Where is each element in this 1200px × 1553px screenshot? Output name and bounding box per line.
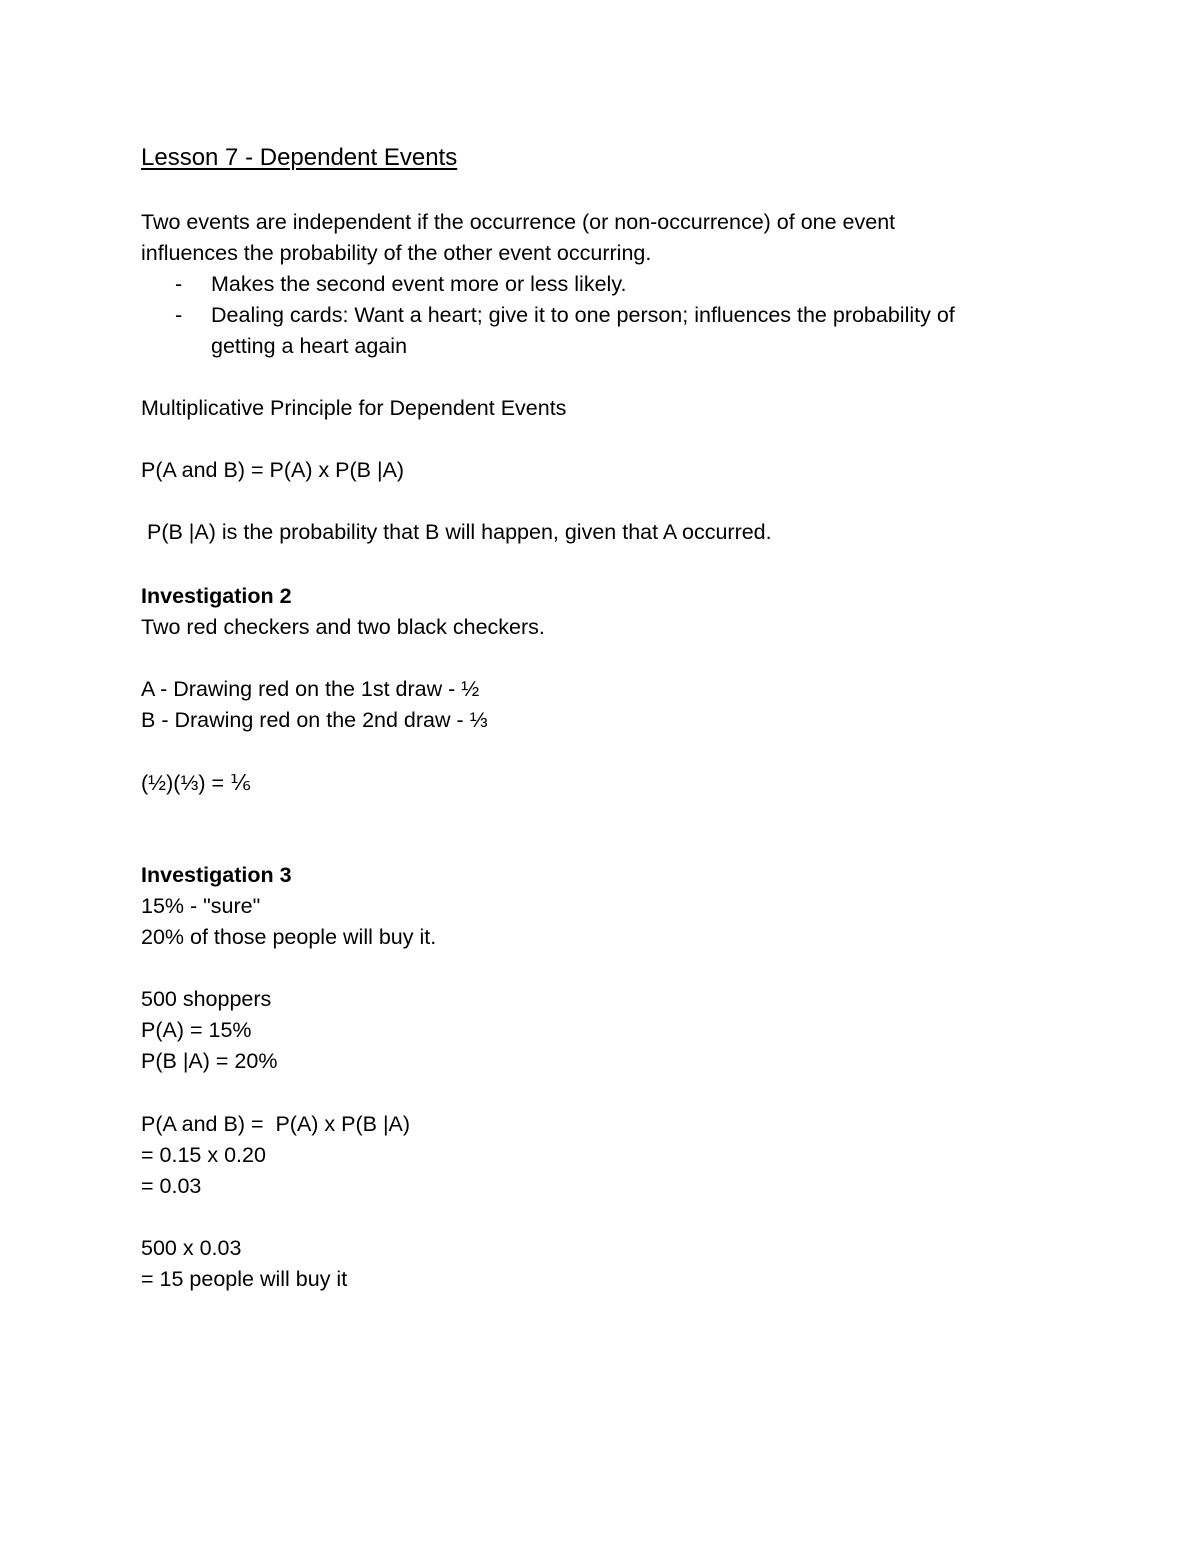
investigation-3-pa: P(A) = 15% xyxy=(141,1018,252,1042)
principle-explanation: P(B |A) is the probability that B will happen, given that A occurred. xyxy=(141,520,772,544)
page-title: Lesson 7 - Dependent Events xyxy=(141,144,458,171)
investigation-3-shoppers: 500 shoppers xyxy=(141,987,272,1011)
bullet-text-continued: getting a heart again xyxy=(211,334,408,358)
investigation-2-event-a: A - Drawing red on the 1st draw - ½ xyxy=(141,677,480,701)
principle-formula: P(A and B) = P(A) x P(B |A) xyxy=(141,458,405,482)
investigation-3-step-2: = 0.03 xyxy=(141,1174,202,1198)
bullet-text: Dealing cards: Want a heart; give it to one person; influences the probability of xyxy=(211,303,955,327)
investigation-3-answer: = 15 people will buy it xyxy=(141,1267,348,1291)
bullet-dash: - xyxy=(175,272,183,296)
intro-line-2: influences the probability of the other event occurring. xyxy=(141,241,652,265)
principle-heading: Multiplicative Principle for Dependent Events xyxy=(141,396,567,420)
investigation-3-pba: P(B |A) = 20% xyxy=(141,1049,278,1073)
bullet-text: Makes the second event more or less likely. xyxy=(211,272,627,296)
investigation-2-result: (½)(⅓) = ⅙ xyxy=(141,771,251,795)
investigation-3-heading: Investigation 3 xyxy=(141,863,292,887)
investigation-2-heading: Investigation 2 xyxy=(141,584,292,608)
intro-line-1: Two events are independent if the occurrence (or non-occurrence) of one event xyxy=(141,210,896,234)
investigation-2-event-b: B - Drawing red on the 2nd draw - ⅓ xyxy=(141,708,488,732)
investigation-3-calc: 500 x 0.03 xyxy=(141,1236,242,1260)
investigation-3-formula: P(A and B) = P(A) x P(B |A) xyxy=(141,1112,411,1136)
bullet-dash: - xyxy=(175,303,183,327)
investigation-3-line-2: 20% of those people will buy it. xyxy=(141,925,437,949)
investigation-2-setup: Two red checkers and two black checkers. xyxy=(141,615,545,639)
investigation-3-line-1: 15% - "sure" xyxy=(141,894,261,918)
investigation-3-step-1: = 0.15 x 0.20 xyxy=(141,1143,266,1167)
